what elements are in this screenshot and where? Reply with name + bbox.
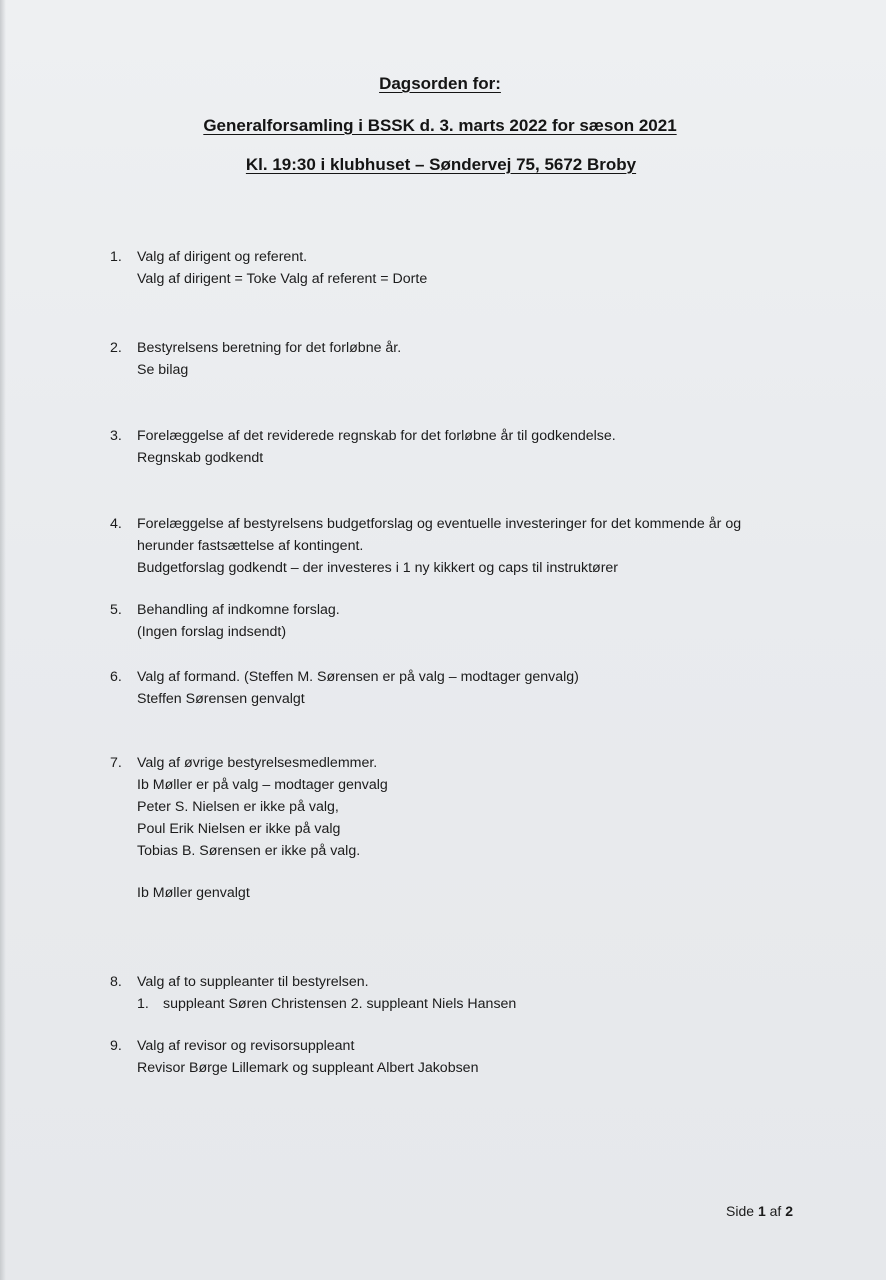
- item-number: 9.: [110, 1038, 122, 1054]
- candidate-line: Tobias B. Sørensen er ikke på valg.: [137, 843, 361, 859]
- item-number: 6.: [110, 669, 122, 685]
- item-heading-cont: herunder fastsættelse af kontingent.: [137, 538, 364, 554]
- item-heading: Valg af øvrige bestyrelsesmedlemmer.: [137, 755, 378, 771]
- candidate-line: Ib Møller er på valg – modtager genvalg: [137, 777, 388, 793]
- sub-number: 1.: [137, 996, 149, 1012]
- item-number: 1.: [110, 249, 122, 265]
- item-heading: Valg af dirigent og referent.: [137, 249, 308, 265]
- item-body: [137, 337, 807, 381]
- item-body: [137, 246, 807, 290]
- item-heading: Behandling af indkomne forslag.: [137, 602, 340, 618]
- item-body: [137, 599, 807, 643]
- item-result: Ib Møller genvalgt: [137, 885, 250, 901]
- item-body: [137, 752, 807, 904]
- item-body: [137, 971, 807, 1015]
- item-body: [137, 513, 807, 579]
- item-heading: Bestyrelsens beretning for det forløbne år.: [137, 340, 402, 356]
- item-heading: Valg af revisor og revisorsuppleant: [137, 1038, 355, 1054]
- document-title: Dagsorden for:: [379, 74, 501, 93]
- item-heading: Valg af formand. (Steffen M. Sørensen er på valg – modtager genvalg): [137, 669, 579, 685]
- meeting-location: Kl. 19:30 i klubhuset – Søndervej 75, 5672 Broby: [245, 155, 637, 174]
- item-body: [137, 1035, 807, 1079]
- item-note: Regnskab godkendt: [137, 450, 264, 466]
- item-number: 3.: [110, 428, 122, 444]
- item-heading: Valg af to suppleanter til bestyrelsen.: [137, 974, 369, 990]
- item-note: Se bilag: [137, 362, 189, 378]
- page-prefix: Side: [726, 1203, 755, 1219]
- item-number: 8.: [110, 974, 122, 990]
- item-heading: Forelæggelse af bestyrelsens budgetforslag og eventuelle investeringer for det kommende år og: [137, 516, 742, 532]
- item-note: Valg af dirigent = Toke Valg af referent = Dorte: [137, 271, 428, 287]
- item-note: [137, 993, 807, 1015]
- item-body: [137, 425, 807, 469]
- page-number: [726, 1203, 793, 1219]
- page-total: 2: [785, 1203, 793, 1219]
- item-note: Steffen Sørensen genvalgt: [137, 691, 305, 707]
- item-number: 2.: [110, 340, 122, 356]
- item-note: Revisor Børge Lillemark og suppleant Albert Jakobsen: [137, 1060, 479, 1076]
- candidate-line: Poul Erik Nielsen er ikke på valg: [137, 821, 341, 837]
- item-body: [137, 666, 807, 710]
- item-heading: Forelæggelse af det reviderede regnskab for det forløbne år til godkendelse.: [137, 428, 616, 444]
- item-note: (Ingen forslag indsendt): [137, 624, 287, 640]
- candidate-line: Peter S. Nielsen er ikke på valg,: [137, 799, 339, 815]
- page-separator: af: [769, 1203, 782, 1219]
- item-number: 5.: [110, 602, 122, 618]
- item-note: Budgetforslag godkendt – der investeres i 1 ny kikkert og caps til instruktører: [137, 560, 619, 576]
- page-current: 1: [757, 1203, 766, 1219]
- meeting-subtitle: Generalforsamling i BSSK d. 3. marts 2022 for sæson 2021: [203, 116, 677, 135]
- item-number: 4.: [110, 516, 122, 532]
- sub-text: suppleant Søren Christensen 2. suppleant Niels Hansen: [163, 996, 517, 1012]
- item-number: 7.: [110, 755, 122, 771]
